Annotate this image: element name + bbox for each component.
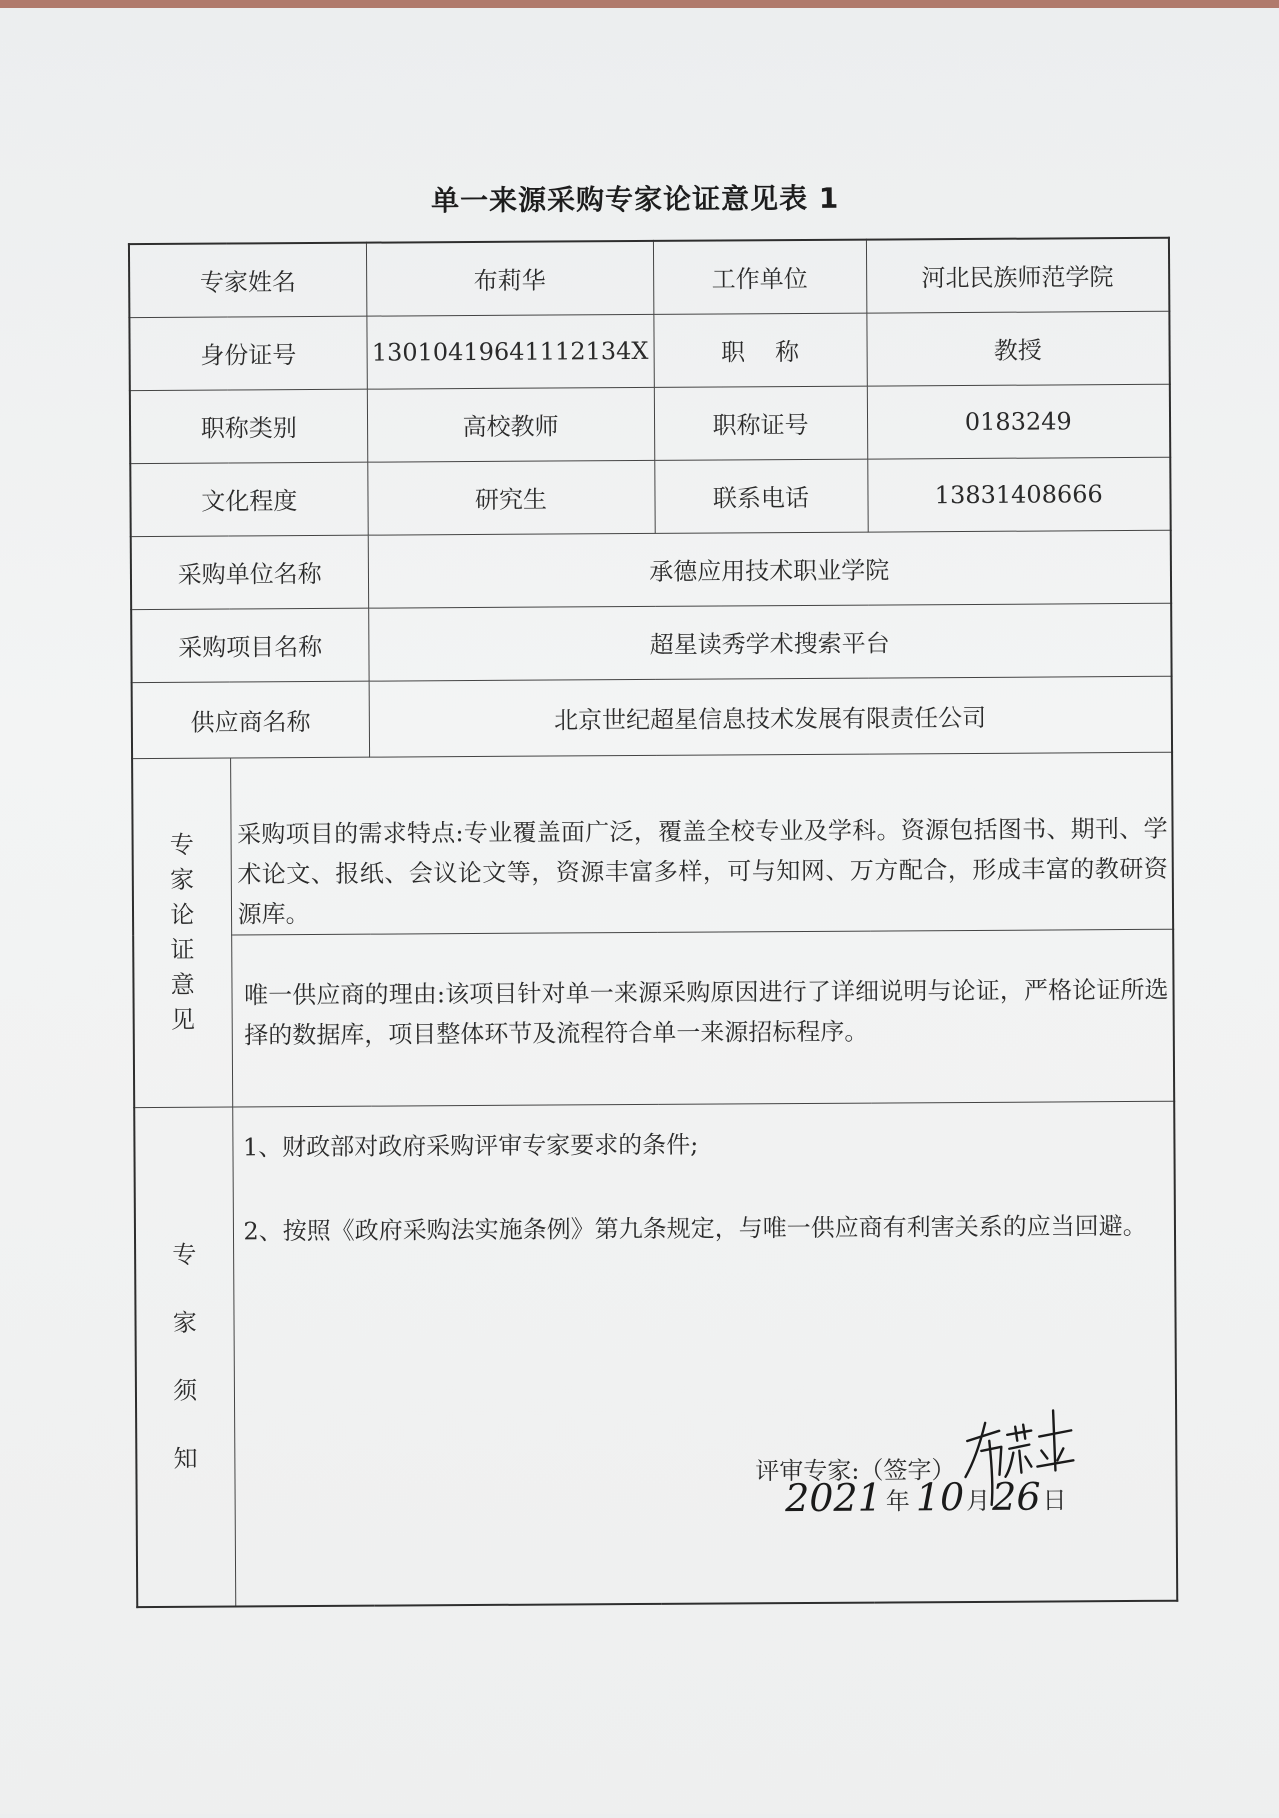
- document-title: 单一来源采购专家论证意见表 1: [430, 181, 840, 218]
- purchaser-label: 采购单位名称: [131, 535, 368, 609]
- name-label: 专家姓名: [129, 243, 366, 317]
- title-label: 职称: [653, 313, 866, 387]
- project-label: 采购项目名称: [131, 608, 368, 682]
- date-month: 10: [915, 1474, 965, 1519]
- row-opinion-demand: [132, 752, 1173, 935]
- professional-title: 教授: [866, 311, 1169, 386]
- opinion-label-char: 证: [170, 935, 195, 964]
- notice-content: [232, 1101, 1177, 1607]
- opinion-label-char: 家: [169, 865, 195, 894]
- row-purchaser: [131, 530, 1171, 609]
- cert-label: 职称证号: [654, 386, 867, 460]
- supplier-label: 供应商名称: [132, 681, 369, 758]
- opinion-section-label: [132, 757, 232, 1107]
- notice-item-2: 2、按照《政府采购法实施条例》第九条规定，与唯一供应商有利害关系的应当回避。: [243, 1211, 1147, 1245]
- expert-opinion-form: [128, 237, 1178, 1608]
- demand-text: 采购项目的需求特点:专业覆盖面广泛，覆盖全校专业及学科。资源包括图书、期刊、学术论文、报纸、会议论文等，资源丰富多样，可与知网、万方配合，形成丰富的教研资源库。: [236, 814, 1168, 928]
- cert-number: 0183249: [867, 384, 1170, 459]
- purchaser-name: 承德应用技术职业学院: [368, 530, 1171, 608]
- row-opinion-reason: [133, 929, 1174, 1107]
- opinion-label-char: 意: [170, 970, 195, 999]
- row-id: [129, 311, 1169, 390]
- row-education: [130, 457, 1170, 536]
- row-category: [130, 384, 1170, 463]
- reason-text: 唯一供应商的理由:该项目针对单一来源采购原因进行了详细说明与论证，严格论证所选择的数据库，项目整体环节及流程符合单一来源招标程序。: [243, 975, 1169, 1049]
- row-supplier: [132, 676, 1172, 758]
- expert-name: 布莉华: [366, 241, 653, 316]
- phone-number: 13831408666: [867, 457, 1170, 532]
- reason-description: [231, 929, 1174, 1107]
- notice-label-char: 知: [173, 1444, 198, 1473]
- notice-label-char: 家: [172, 1308, 197, 1337]
- date-year-unit: 年: [885, 1486, 910, 1516]
- supplier-name: 北京世纪超星信息技术发展有限责任公司: [369, 676, 1172, 757]
- opinion-label-char: 专: [169, 830, 194, 859]
- id-label: 身份证号: [129, 316, 366, 390]
- row-project: [131, 603, 1171, 682]
- opinion-label-char: 见: [170, 1005, 196, 1034]
- demand-description: [230, 752, 1173, 935]
- date-month-unit: 月: [966, 1486, 991, 1515]
- work-unit: 河北民族师范学院: [866, 238, 1169, 313]
- signature-label: 评审专家:（签字）: [755, 1456, 956, 1486]
- phone-label: 联系电话: [654, 459, 867, 533]
- opinion-label-char: 论: [170, 900, 195, 929]
- signing-date: [784, 1474, 1067, 1520]
- notice-section-label: [134, 1106, 235, 1607]
- project-name: 超星读秀学术搜索平台: [368, 603, 1171, 681]
- title-category: 高校教师: [367, 387, 654, 462]
- notice-item-1: 1、财政部对政府采购评审专家要求的条件;: [242, 1130, 699, 1161]
- row-notice: [134, 1101, 1177, 1607]
- notice-label-char: 专: [172, 1240, 197, 1269]
- unit-label: 工作单位: [653, 240, 866, 314]
- education-label: 文化程度: [130, 462, 367, 536]
- date-year: 2021: [784, 1475, 882, 1520]
- id-number: 13010419641112134X: [366, 314, 653, 389]
- date-day-unit: 日: [1042, 1485, 1067, 1515]
- row-name: [129, 238, 1169, 317]
- category-label: 职称类别: [130, 389, 367, 463]
- notice-label-char: 须: [173, 1376, 198, 1405]
- date-day: 26: [992, 1474, 1041, 1519]
- education-level: 研究生: [367, 460, 654, 535]
